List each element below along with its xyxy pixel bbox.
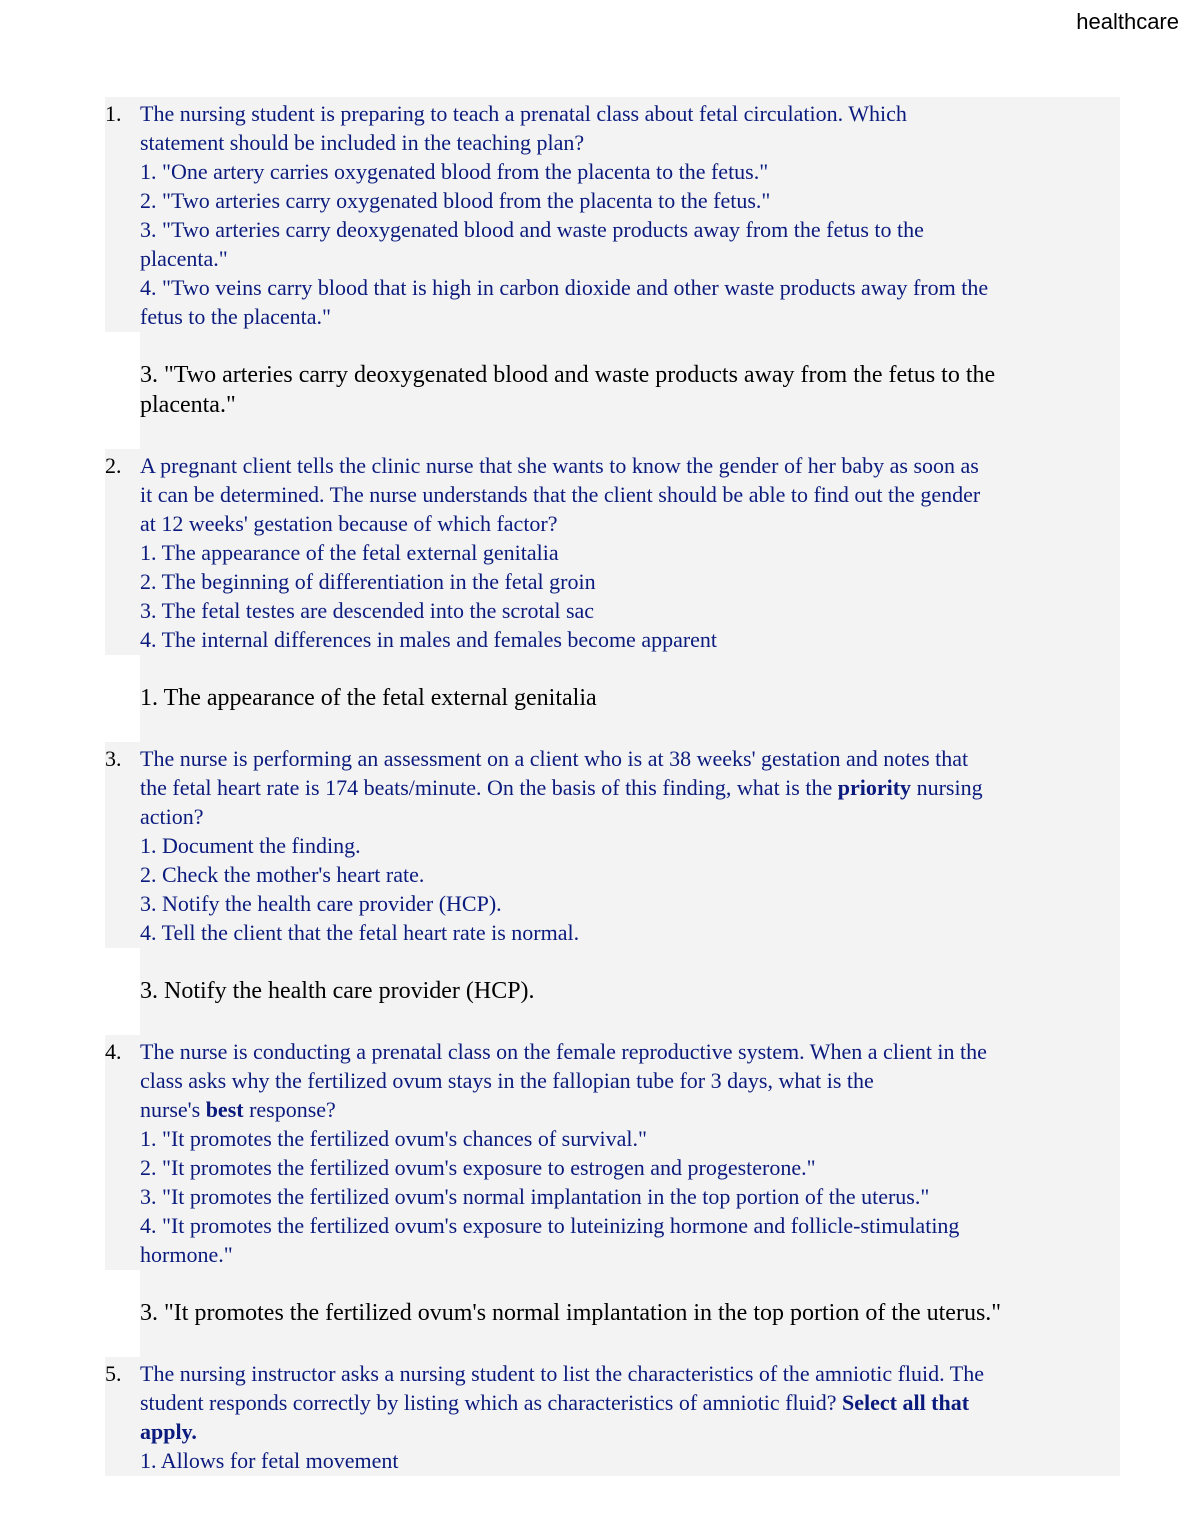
correct-answer-3 [140, 948, 1120, 1035]
question-5 [105, 1357, 1120, 1476]
question-number: 4. [105, 1039, 122, 1064]
correct-answer-line: placenta." [140, 392, 236, 418]
answer-option-4: 4. Tell the client that the fetal heart rate is normal. [140, 920, 580, 945]
question-stem-line: The nurse is conducting a prenatal class on the female reproductive system. When a client in the [140, 1039, 987, 1064]
question-stem-line: at 12 weeks' gestation because of which factor? [140, 511, 558, 536]
question-4 [105, 1035, 1120, 1270]
stem-text: the fetal heart rate is 174 beats/minute. On the basis of this finding, what is the [140, 775, 838, 800]
answer-option-1: 1. The appearance of the fetal external genitalia [140, 540, 559, 565]
emphasis-keyword: priority [837, 775, 912, 800]
question-stem-line: A pregnant client tells the clinic nurse that she wants to know the gender of her baby as soon as [140, 453, 979, 478]
answer-option-4-cont: fetus to the placenta." [140, 304, 332, 329]
answer-option-1: 1. Document the finding. [140, 833, 361, 858]
answer-option-3: 3. Notify the health care provider (HCP). [140, 891, 502, 916]
answer-option-3: 3. The fetal testes are descended into the scrotal sac [140, 598, 595, 623]
question-stem-line [140, 773, 1116, 802]
stem-text: nurse's [140, 1097, 206, 1122]
answer-option-4: 4. "Two veins carry blood that is high in carbon dioxide and other waste products away from the [140, 275, 989, 300]
stem-text: nursing [911, 775, 983, 800]
stem-text: student responds correctly by listing which as characteristics of amniotic fluid? [140, 1390, 842, 1415]
correct-answer-line: 3. Notify the health care provider (HCP). [140, 978, 535, 1004]
question-stem-line [140, 1095, 1116, 1124]
question-stem-line: statement should be included in the teaching plan? [140, 130, 585, 155]
question-stem-line: The nurse is performing an assessment on a client who is at 38 weeks' gestation and notes that [140, 746, 969, 771]
question-stem-line: it can be determined. The nurse understands that the client should be able to find out the gender [140, 482, 981, 507]
emphasis-keyword: apply. [140, 1419, 197, 1444]
emphasis-keyword: best [205, 1097, 244, 1122]
correct-answer-2 [140, 655, 1120, 742]
question-stem-line [140, 1388, 1116, 1417]
answer-option-3: 3. "Two arteries carry deoxygenated blood and waste products away from the fetus to the [140, 217, 924, 242]
question-number: 5. [105, 1361, 122, 1386]
answer-option-2: 2. Check the mother's heart rate. [140, 862, 425, 887]
question-stem-line: The nursing instructor asks a nursing student to list the characteristics of the amniotic fluid. The [140, 1361, 984, 1386]
answer-option-1: 1. "It promotes the fertilized ovum's chances of survival." [140, 1126, 648, 1151]
answer-option-3-cont: placenta." [140, 246, 228, 271]
answer-option-1: 1. "One artery carries oxygenated blood from the placenta to the fetus." [140, 159, 769, 184]
answer-option-4-cont: hormone." [140, 1242, 233, 1267]
question-1 [105, 97, 1120, 332]
question-stem-line: action? [140, 804, 204, 829]
question-number: 2. [105, 453, 122, 478]
answer-option-2: 2. The beginning of differentiation in the fetal groin [140, 569, 596, 594]
correct-answer-line: 3. "It promotes the fertilized ovum's normal implantation in the top portion of the uterus." [140, 1300, 1002, 1326]
correct-answer-4 [140, 1270, 1120, 1357]
correct-answer-line: 3. "Two arteries carry deoxygenated blood and waste products away from the fetus to the [140, 362, 996, 388]
question-number: 3. [105, 746, 122, 771]
question-stem-line: The nursing student is preparing to teach a prenatal class about fetal circulation. Which [140, 101, 907, 126]
question-list [105, 97, 1120, 1476]
answer-option-3: 3. "It promotes the fertilized ovum's normal implantation in the top portion of the uterus." [140, 1184, 930, 1209]
question-number: 1. [105, 101, 122, 126]
emphasis-keyword: Select all that [841, 1390, 970, 1415]
answer-option-2: 2. "It promotes the fertilized ovum's exposure to estrogen and progesterone." [140, 1155, 816, 1180]
answer-option-4: 4. "It promotes the fertilized ovum's exposure to luteinizing hormone and follicle-stimulating [140, 1213, 960, 1238]
answer-option-2: 2. "Two arteries carry oxygenated blood from the placenta to the fetus." [140, 188, 771, 213]
document-header-title: healthcare [1076, 9, 1179, 34]
correct-answer-1 [140, 332, 1120, 449]
question-stem-line: class asks why the fertilized ovum stays in the fallopian tube for 3 days, what is the [140, 1068, 874, 1093]
stem-text: response? [243, 1097, 336, 1122]
question-3 [105, 742, 1120, 948]
question-2 [105, 449, 1120, 655]
answer-option-4: 4. The internal differences in males and females become apparent [140, 627, 718, 652]
correct-answer-line: 1. The appearance of the fetal external genitalia [140, 685, 597, 711]
answer-option-1: 1. Allows for fetal movement [140, 1448, 399, 1473]
question-stem-line [140, 1417, 1116, 1446]
